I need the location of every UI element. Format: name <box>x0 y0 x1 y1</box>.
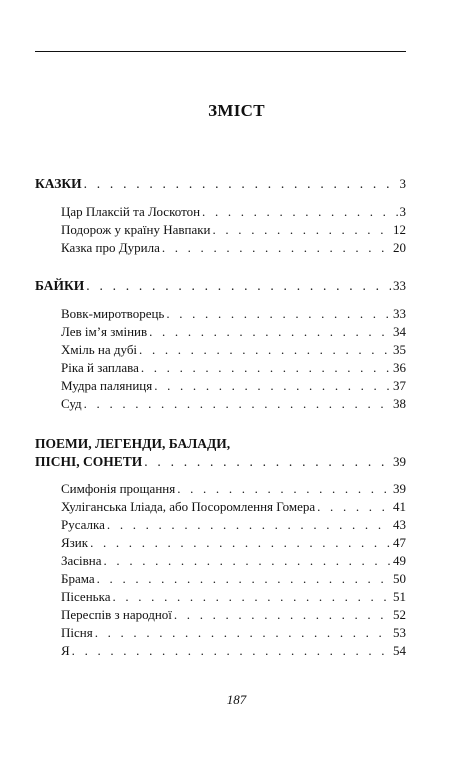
dot-leader <box>95 624 391 642</box>
entry-title: Цар Плаксій та Лоскотон <box>61 204 201 219</box>
page-number: 36 <box>393 360 406 375</box>
toc-entry[interactable] <box>35 516 406 534</box>
entry-title: Брама <box>61 571 95 586</box>
dot-leader <box>144 453 391 471</box>
toc-entry[interactable] <box>35 323 406 341</box>
toc-entry[interactable] <box>35 552 406 570</box>
toc-entry[interactable] <box>35 395 406 413</box>
entry-title: Лев ім’я змінив <box>61 324 148 339</box>
page-number: 53 <box>393 625 406 640</box>
dot-leader <box>166 305 391 323</box>
toc-entry[interactable] <box>35 534 406 552</box>
entry-title: Казка про Дурила <box>61 240 160 255</box>
entry-title: Переспів з народної <box>61 607 172 622</box>
toc-entry[interactable] <box>35 642 406 660</box>
toc-entry[interactable] <box>35 203 406 221</box>
page-number: 43 <box>393 517 406 532</box>
dot-leader <box>154 377 391 395</box>
toc-entry[interactable] <box>35 606 406 624</box>
dot-leader <box>104 552 391 570</box>
section-heading: КАЗКИ <box>35 176 82 191</box>
entry-title: Подорож у країну Навпаки <box>61 222 211 237</box>
dot-leader <box>213 221 392 239</box>
entry-title: Засівна <box>61 553 102 568</box>
page-number: 39 <box>393 481 406 496</box>
entry-title: Русалка <box>61 517 105 532</box>
toc-entry[interactable] <box>35 359 406 377</box>
toc-entry[interactable] <box>35 570 406 588</box>
section-poemy <box>35 435 406 660</box>
dot-leader <box>84 395 391 413</box>
page-number: 52 <box>393 607 406 622</box>
entry-title: Вовк-миротворець <box>61 306 165 321</box>
page-number: 12 <box>393 222 406 237</box>
section-heading-row[interactable] <box>35 453 406 471</box>
dot-leader <box>112 588 391 606</box>
section-heading-line1: ПОЕМИ, ЛЕГЕНДИ, БАЛАДИ, <box>35 436 231 451</box>
toc-entry[interactable] <box>35 624 406 642</box>
page-number: 33 <box>393 278 406 293</box>
toc-entry[interactable] <box>35 498 406 516</box>
page-title: ЗМІСТ <box>208 101 265 120</box>
page-number: 54 <box>393 643 406 658</box>
page-number: 50 <box>393 571 406 586</box>
toc-entry[interactable] <box>35 480 406 498</box>
toc-entry[interactable] <box>35 377 406 395</box>
toc-entry[interactable] <box>35 305 406 323</box>
entry-title: Пісенька <box>61 589 111 604</box>
page-number: 3 <box>399 176 406 191</box>
page-number: 49 <box>393 553 406 568</box>
page-number: 34 <box>393 324 406 339</box>
dot-leader <box>174 606 391 624</box>
dot-leader <box>202 203 397 221</box>
entry-title: Пісня <box>61 625 93 640</box>
page-number: 38 <box>393 396 406 411</box>
entry-title: Симфонія прощання <box>61 481 176 496</box>
dot-leader <box>141 359 391 377</box>
section-heading: БАЙКИ <box>35 278 85 293</box>
dot-leader <box>86 277 391 295</box>
toc-entry[interactable] <box>35 239 406 257</box>
section-heading-row[interactable] <box>35 175 406 193</box>
dot-leader <box>162 239 391 257</box>
entry-title: Ріка й заплава <box>61 360 139 375</box>
entry-title: Хміль на дубі <box>61 342 138 357</box>
page-number: 37 <box>393 378 406 393</box>
section-heading-row[interactable] <box>35 277 406 295</box>
toc-entry[interactable] <box>35 588 406 606</box>
dot-leader <box>72 642 391 660</box>
toc-entry[interactable] <box>35 341 406 359</box>
section-heading: ПІСНІ, СОНЕТИ <box>35 454 143 469</box>
page-number: 33 <box>393 306 406 321</box>
dot-leader <box>90 534 391 552</box>
entry-title: Суд <box>61 396 82 411</box>
section-kazky <box>35 175 406 257</box>
page-number: 41 <box>393 499 406 514</box>
entry-title: Язик <box>61 535 89 550</box>
section-baiky <box>35 277 406 413</box>
dot-leader <box>84 175 398 193</box>
page-number: 39 <box>393 454 406 469</box>
page-number: 35 <box>393 342 406 357</box>
entry-title: Я <box>61 643 70 658</box>
dot-leader <box>97 570 391 588</box>
dot-leader <box>177 480 391 498</box>
entry-title: Хуліганська Іліада, або Посоромлення Гомера <box>61 499 316 514</box>
page-number: 47 <box>393 535 406 550</box>
page-number: 20 <box>393 240 406 255</box>
toc-entry[interactable] <box>35 221 406 239</box>
page-folio: 187 <box>226 692 247 707</box>
dot-leader <box>317 498 391 516</box>
page-number: 51 <box>393 589 406 604</box>
header-rule <box>35 51 406 52</box>
page-number: 3 <box>399 204 406 219</box>
dot-leader <box>149 323 391 341</box>
entry-title: Мудра паляниця <box>61 378 153 393</box>
dot-leader <box>139 341 391 359</box>
dot-leader <box>107 516 391 534</box>
